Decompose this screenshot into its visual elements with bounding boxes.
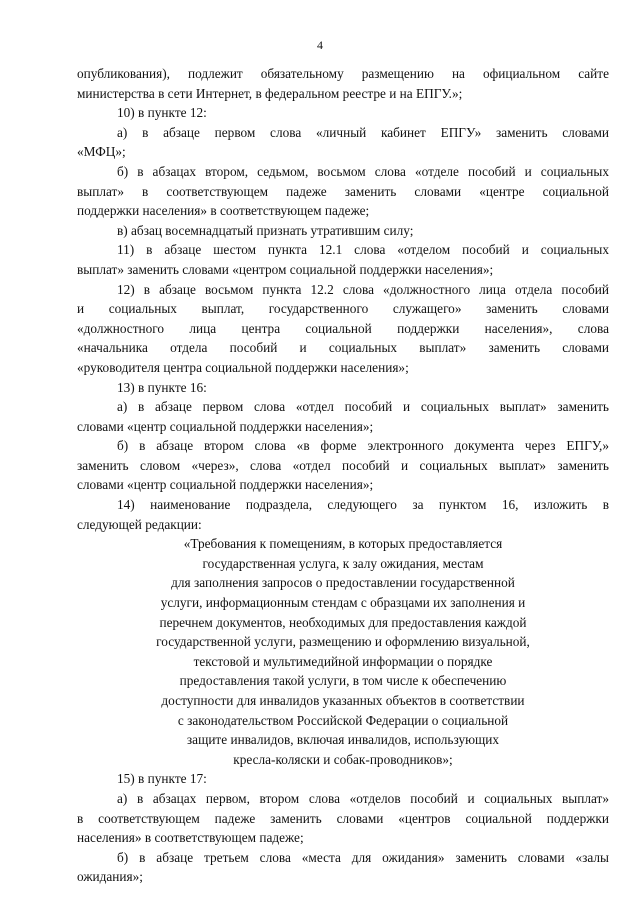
text-line: 15) в пункте 17: bbox=[117, 771, 207, 787]
text-line: населения» в соответствующем падеже; bbox=[77, 830, 304, 846]
text-line: б) в абзацах втором, седьмом, восьмом слова «отделе пособий и социальных bbox=[117, 163, 609, 179]
page-number: 4 bbox=[317, 38, 323, 52]
text-line: а) в абзацах первом, втором слова «отделов пособий и социальных выплат» bbox=[117, 790, 609, 806]
text-line: следующей редакции: bbox=[77, 516, 202, 532]
text-line: 11) в абзаце шестом пункта 12.1 слова «отделом пособий и социальных bbox=[117, 242, 609, 258]
heading-line: перечнем документов, необходимых для предоставления каждой bbox=[159, 614, 527, 630]
heading-line: услуги, информационным стендам с образцами их заполнения и bbox=[160, 595, 526, 611]
heading-line: с законодательством Российской Федерации о социальной bbox=[177, 712, 509, 728]
text-line: а) в абзаце первом слова «личный кабинет ЕПГУ» заменить словами bbox=[117, 124, 609, 140]
heading-line: государственная услуга, к залу ожидания, местам bbox=[202, 555, 484, 571]
text-line: в соответствующем падеже заменить словами «центров социальной поддержки bbox=[77, 810, 609, 826]
heading-line: государственной услуги, размещению и оформлению визуальной, bbox=[156, 634, 530, 650]
text-line: 14) наименование подраздела, следующего за пунктом 16, изложить в bbox=[117, 497, 609, 513]
text-line: словами «центр социальной поддержки населения»; bbox=[77, 418, 374, 434]
heading-line: доступности для инвалидов указанных объектов в соответствии bbox=[161, 693, 525, 708]
text-line: а) в абзаце первом слова «отдел пособий и социальных выплат» заменить bbox=[117, 399, 609, 415]
text-line: б) в абзаце втором слова «в форме электронного документа через ЕПГУ,» bbox=[117, 438, 609, 454]
text-line: министерства в сети Интернет, в федеральном реестре и на ЕПГУ.»; bbox=[77, 85, 463, 101]
text-line: 13) в пункте 16: bbox=[117, 379, 207, 395]
text-line: выплат» в соответствующем падеже заменить словами «центре социальной bbox=[77, 183, 609, 199]
text-line: поддержки населения» в соответствующем падеже; bbox=[77, 203, 370, 219]
heading-line: кресла-коляски и собак-проводников»; bbox=[233, 751, 453, 767]
text-line: 12) в абзаце восьмом пункта 12.2 слова «должностного лица отдела пособий bbox=[117, 281, 609, 297]
text-line: выплат» заменить словами «центром социальной поддержки населения»; bbox=[77, 261, 494, 277]
text-line: в) абзац восемнадцатый признать утратившим силу; bbox=[117, 222, 414, 238]
heading-line: для заполнения запросов о предоставлении государственной bbox=[171, 575, 515, 591]
text-line: ожидания»; bbox=[77, 869, 143, 885]
text-line: опубликования), подлежит обязательному размещению на официальном сайте bbox=[77, 66, 609, 81]
heading-line: защите инвалидов, включая инвалидов, использующих bbox=[186, 732, 500, 748]
text-line: б) в абзаце третьем слова «места для ожидания» заменить словами «залы bbox=[117, 849, 609, 865]
text-line: «руководителя центра социальной поддержки населения»; bbox=[77, 359, 409, 375]
heading-line: «Требования к помещениям, в которых предоставляется bbox=[183, 536, 503, 552]
text-line: «начальника отдела пособий и социальных выплат» заменить словами bbox=[77, 340, 609, 356]
text-line: «должностного лица центра социальной поддержки населения», слова bbox=[77, 320, 609, 336]
heading-line: текстовой и мультимедийной информации о порядке bbox=[193, 653, 493, 669]
text-line: «МФЦ»; bbox=[77, 144, 126, 160]
document-body bbox=[77, 64, 609, 887]
text-line: 10) в пункте 12: bbox=[117, 105, 207, 121]
heading-line: предоставления такой услуги, в том числе к обеспечению bbox=[179, 673, 507, 689]
text-line: заменить словом «через», слова «отдел пособий и социальных выплат» заменить bbox=[77, 457, 609, 473]
text-line: и социальных выплат, государственного служащего» заменить словами bbox=[77, 301, 609, 317]
text-line: словами «центр социальной поддержки населения»; bbox=[77, 477, 374, 493]
